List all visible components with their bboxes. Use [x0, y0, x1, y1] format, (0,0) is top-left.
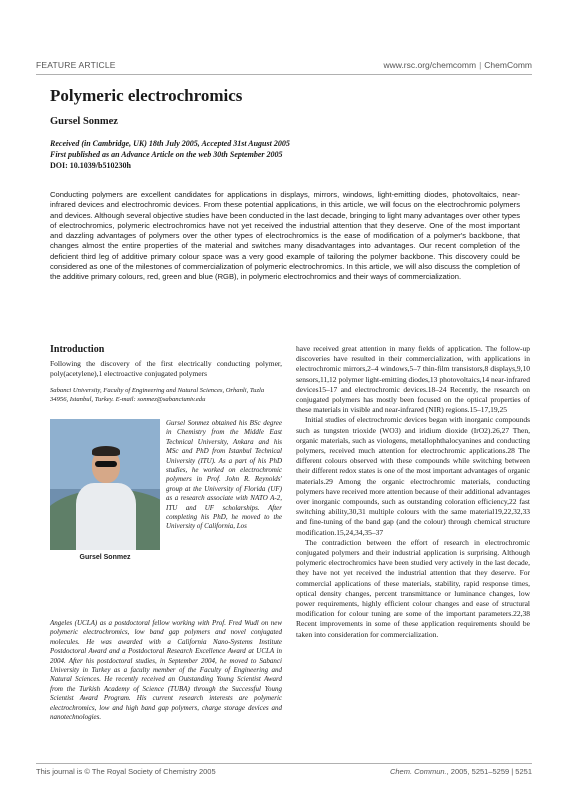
copyright-notice: This journal is © The Royal Society of Chemistry 2005 [36, 767, 216, 776]
right-column [296, 344, 530, 640]
journal-name: ChemComm [484, 60, 532, 70]
photo-caption: Gursel Sonmez [79, 554, 131, 561]
publication-history [50, 138, 530, 171]
citation-info [390, 767, 532, 776]
header-right [384, 60, 533, 70]
author-photo [50, 419, 160, 550]
right-column-text [296, 344, 530, 640]
paragraph: have received great attention in many fields of application. The follow-up discoveries have resulted in their commercialization, with applications in electrochromic mirrors,2–4 windows,5–7 thin-film transistors,8 displays,9,10 sensors,11,12 polymer light-emitting diodes,13 photovoltaics,14 near-infrared devices15–17 and electrochromic devices.18–24 Recently, the research on conjugated polymers has mostly been focused on the optical properties of these materials in visible and near-infrared (NIR) regions.15–17,19,25 [296, 344, 530, 415]
header-divider [36, 74, 532, 75]
journal-abbrev: Chem. Commun. [389, 767, 447, 776]
article-title: Polymeric electrochromics [50, 86, 243, 105]
intro-paragraph: Following the discovery of the first electrically conducting polymer, poly(acetylene),1 electroactive conjugated polymers [50, 359, 282, 379]
page-range: , 2005, 5251–5259 | 5251 [446, 767, 532, 776]
author-biography [50, 419, 282, 619]
bio-side-text: Gursel Sonmez obtained his BSc degree in Chemistry from the Middle East Technical University, Ankara and his MSc and PhD from Istanbul Technical University (ITU). As a part of his PhD studies, he worked on electrochromic polymers in Prof. John R. Reynolds' group at the University of Florida (UF) as a research associate with NATO A-2, ITU and UF scholarships. After completing his PhD, he moved to the University of California, Los [166, 419, 282, 531]
published-date: First published as an Advance Article on the web 30th September 2005 [50, 150, 283, 159]
footer-divider [36, 763, 532, 764]
introduction-text [50, 359, 282, 379]
page-header [36, 58, 532, 74]
bio-full-text: Angeles (UCLA) as a postdoctoral fellow working with Prof. Fred Wudl on new polymeric electrochromics, low band gap polymers and novel conjugated molecules. He was awarded with a California Nano-Systems Institute Postdoctoral Award and a Postdoctoral Research Excellence Award at UCLA in 2004. After his postdoctoral studies, in September 2004, he moved to Sabanci University in Turkey as a faculty member of the Faculty of Engineering and Natural Sciences. He recently received an Outstanding Young Scientist Award from the Turkish Academy of Science (TUBA) through the Successful Young Scientist Award Program. His current research interests are polymeric electrochromics, low and high band gap polymers, charge storage devices and nanotechnologies. [50, 619, 282, 722]
author-affiliation: Sabanci University, Faculty of Engineering and Natural Sciences, Orhanli, Tuzla 34956, Istanbul, Turkey. E-mail: sonmez@sabanciuniv.edu [50, 387, 265, 404]
article-author: Gursel Sonmez [50, 116, 118, 127]
journal-website-link[interactable]: www.rsc.org/chemcomm [383, 60, 477, 70]
article-abstract: Conducting polymers are excellent candidates for applications in displays, mirrors, windows, light-emitting diodes, photovoltaics, near-infrared devices and electrochromic devices. From these potential applications, in this article, we will focus on the electrochromic polymers and devices. Although several objective studies have been conducted in the last decade, bringing to light many advantages over other types of electrochromics, polymeric electrochromics have not yet received the industrial attention that they deserve. One of the most important and dazzling advantages of polymers over the other types of electrochromics is the ease of modification of a polymer's backbone, that changes almost the entire properties of the material and switches many disadvantages into advantages. Our recent completion of the deficient third leg of additive primary colour space was a very good example of tailoring the polymer backbone. This discovery could be considered as one of the milestones of commercialization of polymeric electrochromics. In this article, we will also discuss the completion of the additive primary colours, red, green and blue (RGB), in polymeric electrochromics and their ways of commercialization. [50, 190, 520, 282]
introduction-heading: Introduction [50, 344, 105, 355]
header-separator: | [479, 60, 482, 70]
received-date: Received (in Cambridge, UK) 18th July 2005, Accepted 31st August 2005 [50, 139, 290, 148]
article-doi[interactable]: DOI: 10.1039/b510230h [50, 161, 131, 170]
left-column [50, 344, 282, 722]
section-label: FEATURE ARTICLE [36, 60, 116, 70]
paragraph: Initial studies of electrochromic devices began with inorganic compounds such as tungsten trioxide (WO3) and iridium dioxide (IrO2).26,27 Then, organic materials, such as viologens, metallophthalocyanines and conducting polymers, received much attention for electrochromic applications.28 The different colours observed with these compounds while switching between their different redox states is one of the most important advantages of organic materials.29 Among the organic electrochromic materials, conducting polymers have received more attention because of their additional advantages over inorganic compounds, such as outstanding coloration efficiency,22 fast switching ability,30,31 multiple colours with the same material19,22,32,33 and fine-tuning of the band gap (and the colour) through chemical structure modification.15,24,34,35–37 [296, 415, 530, 537]
paragraph: The contradiction between the effort of research in electrochromic conjugated polymers and their industrial application is surprising. Although polymeric electrochromics have been studied very actively in the last decade, they have not yet received the industrial attention that they deserve. For commercial applications of these materials, stability, rapid response times, optical density changes, percent transmittance or luminance changes, low power requirements, highly efficient colour changes and ease of structural modification for colour tuning are some of the important parameters.22,38 Recent improvements in some of these application requirements should be taken into consideration for commercialization. [296, 537, 530, 639]
